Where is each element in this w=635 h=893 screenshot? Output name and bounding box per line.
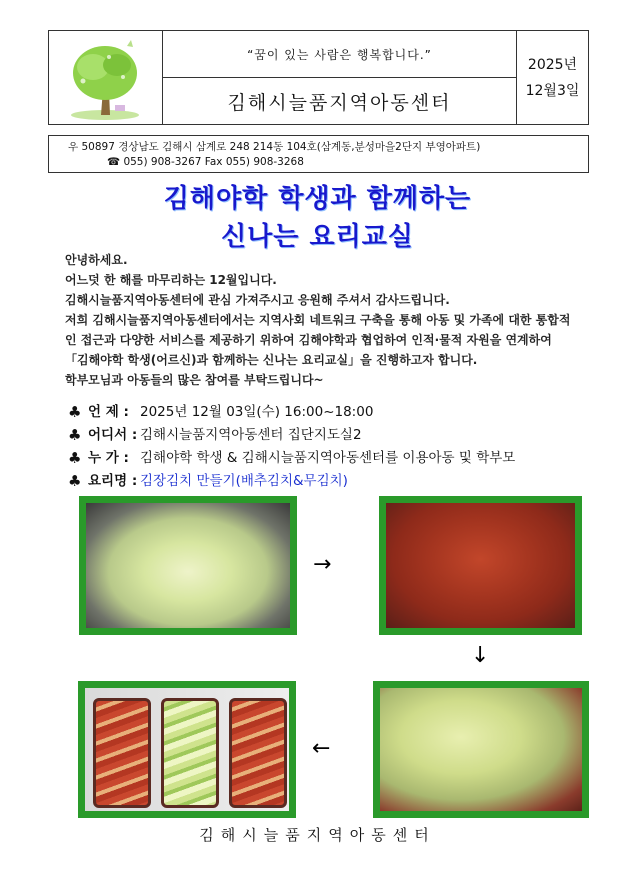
phone-fax: 055) 908-3267 Fax 055) 908-3268 (123, 156, 304, 168)
arrow-right-icon: → (313, 552, 332, 577)
info-row-when (68, 401, 608, 424)
title-line-1: 김해야학 학생과 함께하는 (163, 184, 472, 214)
info-value: 김장김치 만들기(배추김치&무김치) (140, 473, 348, 489)
body-paragraph: 학부모님과 아동들의 많은 참여를 부탁드립니다~ (65, 373, 324, 387)
info-label: 요리명 : (88, 473, 138, 489)
slogan: “꿈이 있는 사람은 행복합니다.” (163, 31, 516, 78)
info-value: 김해시늘품지역아동센터 집단지도실2 (140, 427, 362, 443)
issue-year: 2025년 (527, 56, 578, 73)
issue-month-day: 12월3일 (525, 82, 580, 99)
info-label: 누 가 : (88, 450, 129, 466)
info-row-who (68, 447, 608, 470)
info-row-where (68, 424, 608, 447)
org-name: 김해시늘품지역아동센터 (227, 91, 452, 114)
letter-body (65, 250, 573, 390)
title-line-2: 신나는 요리교실 (221, 222, 414, 252)
photo-finished-kimchi (78, 681, 296, 818)
club-bullet-icon: ♣ (68, 472, 82, 490)
club-bullet-icon: ♣ (68, 403, 82, 421)
address-box (48, 135, 589, 173)
info-label: 어디서 : (88, 427, 138, 443)
tree-icon (49, 31, 161, 123)
kimchi-container (161, 698, 219, 808)
photo-salted-cabbage (79, 496, 297, 635)
body-paragraph: 김해시늘품지역아동센터에 관심 가져주시고 응원해 주셔서 감사드립니다. (65, 293, 450, 307)
kimchi-container (229, 698, 287, 808)
greeting: 안녕하세요. (65, 253, 128, 267)
photo-mixing-kimchi (373, 681, 589, 818)
footer-org-name: 김해시늘품지역아동센터 (199, 826, 436, 844)
info-value: 김해야학 학생 & 김해시늘품지역아동센터를 이용아동 및 학부모 (140, 450, 516, 466)
address-line: 우 50897 경상남도 김해시 삼계로 248 214동 104호(삼계동,분성마을2단지 부영아파트) (68, 141, 481, 153)
phone-icon: ☎ (107, 156, 121, 168)
body-paragraph: 저희 김해시늘품지역아동센터에서는 지역사회 네트워크 구축을 통해 아동 및 가족에 대한 통합적인 접근과 다양한 서비스를 제공하기 위하여 김해야학과 협업하여 인적·물적 자원을 연계하여「김해야학 학생(어르신)과 함께하는 신나는 요리교실」을 진행하고자 합니다. (65, 313, 571, 367)
letterhead (48, 30, 589, 125)
club-bullet-icon: ♣ (68, 426, 82, 444)
issue-date (517, 31, 588, 124)
body-paragraph: 어느덧 한 해를 마무리하는 12월입니다. (65, 273, 277, 287)
info-value: 2025년 12월 03일(수) 16:00~18:00 (140, 404, 374, 420)
tree-logo (49, 31, 163, 124)
photo-seasoning-paste (379, 496, 582, 635)
info-row-dish (68, 470, 608, 493)
info-label: 언 제 : (88, 404, 129, 420)
club-bullet-icon: ♣ (68, 449, 82, 467)
event-info (68, 401, 608, 493)
arrow-left-icon: ← (312, 736, 331, 761)
kimchi-container (93, 698, 151, 808)
arrow-down-icon: ↓ (471, 643, 490, 668)
contact-line (107, 156, 304, 168)
